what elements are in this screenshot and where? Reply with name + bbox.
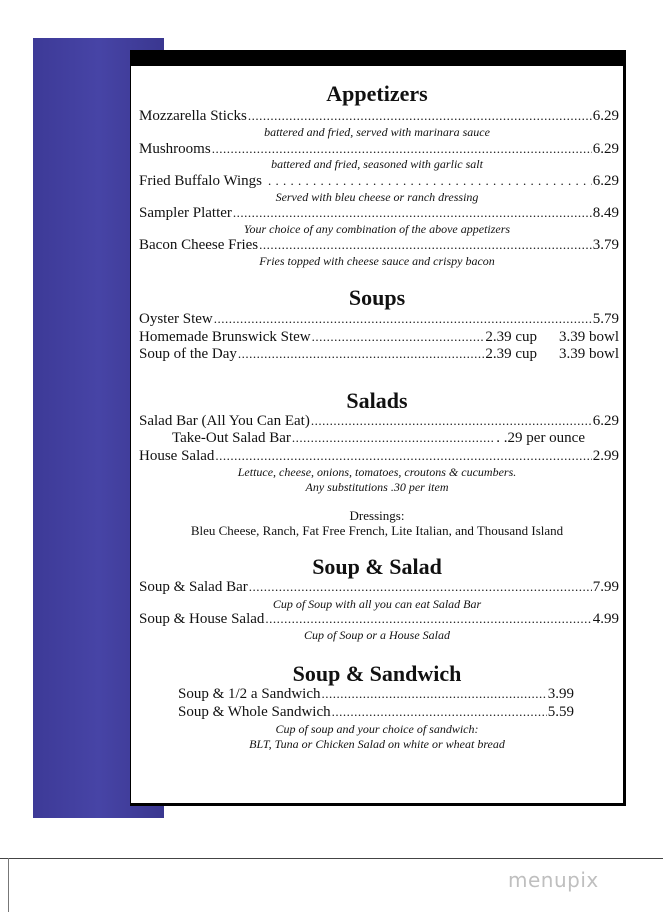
leader-dots — [249, 579, 592, 595]
item-price: 6.29 — [592, 413, 619, 429]
page-divider — [0, 858, 663, 859]
menu-item — [178, 704, 574, 721]
salads-heading: Salads — [346, 388, 408, 413]
menu-item — [139, 237, 619, 254]
item-description: Served with bleu cheese or ranch dressing — [275, 190, 479, 204]
menu-item — [139, 108, 619, 125]
menu-item — [139, 205, 619, 222]
appetizers-heading: Appetizers — [326, 81, 428, 106]
item-description: battered and fried, seasoned with garlic salt — [271, 157, 483, 171]
leader-dots — [214, 311, 592, 327]
menu-item — [139, 329, 619, 346]
leader-dots — [238, 346, 484, 362]
item-price: 6.29 — [592, 173, 619, 189]
soups-heading: Soups — [348, 285, 406, 310]
dressings-label: Dressings: — [349, 508, 405, 523]
page-edge — [8, 858, 9, 912]
item-description: Any substitutions .30 per item — [305, 480, 449, 494]
item-name: Salad Bar (All You Can Eat) — [139, 413, 310, 429]
item-name: Soup & Whole Sandwich — [178, 704, 331, 720]
leader-dots — [332, 704, 547, 720]
item-name: Soup & Salad Bar — [139, 579, 248, 595]
item-price-bowl: 3.39 bowl — [559, 329, 619, 345]
item-name: Fried Buffalo Wings — [139, 173, 263, 189]
item-name: Oyster Stew — [139, 311, 213, 327]
item-description: Your choice of any combination of the above appetizers — [243, 222, 511, 236]
leader-dots — [248, 108, 592, 124]
item-price: 2.39 cup — [485, 346, 537, 362]
item-price: 4.99 — [592, 611, 619, 627]
item-name: Mozzarella Sticks — [139, 108, 247, 124]
menu-item — [139, 346, 619, 363]
soup-sandwich-heading: Soup & Sandwich — [292, 661, 462, 686]
menu-item — [139, 173, 619, 190]
item-description: Lettuce, cheese, onions, tomatoes, croutons & cucumbers. — [237, 465, 517, 479]
menu-item — [178, 686, 574, 703]
leader-dots — [311, 413, 592, 429]
item-name: Homemade Brunswick Stew — [139, 329, 311, 345]
item-name: Take-Out Salad Bar — [172, 430, 291, 446]
dressings-list: Bleu Cheese, Ranch, Fat Free French, Lite Italian, and Thousand Island — [190, 523, 564, 538]
menu-item — [172, 430, 585, 447]
item-name: Soup & House Salad — [139, 611, 265, 627]
item-price: 6.29 — [592, 141, 619, 157]
soup-salad-heading: Soup & Salad — [312, 554, 442, 579]
item-name: Sampler Platter — [139, 205, 232, 221]
menu-item — [139, 579, 619, 596]
item-description: Cup of Soup with all you can eat Salad Bar — [272, 597, 482, 611]
item-price: 8.49 — [592, 205, 619, 221]
item-description: Cup of Soup or a House Salad — [303, 628, 450, 642]
item-name: Soup & 1/2 a Sandwich — [178, 686, 321, 702]
leader-dots — [215, 448, 591, 464]
watermark-logo: menupix — [508, 868, 599, 892]
item-price: 3.79 — [592, 237, 619, 253]
item-name: Soup of the Day — [139, 346, 237, 362]
item-price: 3.99 — [547, 686, 574, 702]
leader-dots — [268, 173, 592, 189]
menu-item — [139, 311, 619, 328]
item-name: House Salad — [139, 448, 215, 464]
leader-dots — [259, 237, 592, 253]
leader-dots — [233, 205, 592, 221]
item-price: 2.99 — [592, 448, 619, 464]
item-price: 5.79 — [592, 311, 619, 327]
menu-panel — [131, 66, 623, 803]
item-price: 2.39 cup — [485, 329, 537, 345]
item-name: Bacon Cheese Fries — [139, 237, 259, 253]
item-description: battered and fried, served with marinara sauce — [264, 125, 490, 139]
item-price-bowl: 3.39 bowl — [559, 346, 619, 362]
item-description: BLT, Tuna or Chicken Salad on white or wheat bread — [249, 737, 505, 751]
leader-dots — [322, 686, 547, 702]
menu-item — [139, 141, 619, 158]
leader-dots — [312, 329, 485, 345]
leader-dots — [212, 141, 592, 157]
item-description: Cup of soup and your choice of sandwich: — [275, 722, 479, 736]
item-price: 7.99 — [592, 579, 619, 595]
item-price: 5.59 — [547, 704, 574, 720]
item-price: . .29 per ounce — [496, 430, 585, 446]
menu-item — [139, 448, 619, 465]
item-price: 6.29 — [592, 108, 619, 124]
leader-dots — [265, 611, 591, 627]
menu-item — [139, 413, 619, 430]
item-name: Mushrooms — [139, 141, 211, 157]
menu-item — [139, 611, 619, 628]
item-description: Fries topped with cheese sauce and crispy bacon — [259, 254, 495, 268]
leader-dots — [292, 430, 495, 446]
